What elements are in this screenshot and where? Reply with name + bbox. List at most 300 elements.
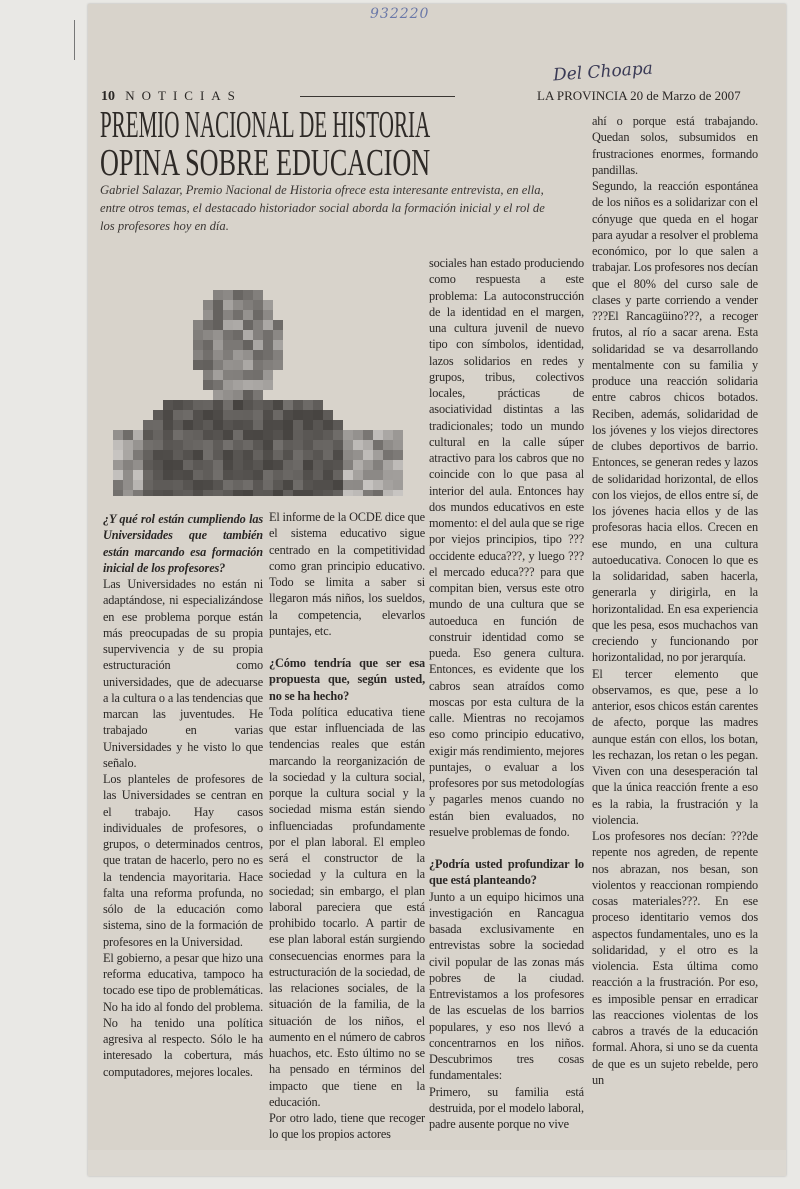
photo-pixel	[373, 490, 383, 496]
photo-pixel	[213, 450, 223, 460]
photo-pixel	[273, 440, 283, 450]
photo-pixel	[353, 490, 363, 496]
photo-pixel	[283, 420, 293, 430]
photo-pixel	[313, 470, 323, 480]
photo-pixel	[143, 490, 153, 496]
photo-pixel	[273, 460, 283, 470]
photo-pixel	[213, 300, 223, 310]
photo-pixel	[213, 460, 223, 470]
photo-pixel	[253, 410, 263, 420]
photo-pixel	[273, 340, 283, 350]
photo-pixel	[313, 450, 323, 460]
photo-pixel	[203, 420, 213, 430]
photo-pixel	[243, 330, 253, 340]
photo-pixel	[353, 460, 363, 470]
photo-pixel	[203, 460, 213, 470]
photo-pixel	[213, 390, 223, 400]
photo-pixel	[333, 480, 343, 490]
photo-pixel	[213, 470, 223, 480]
photo-pixel	[153, 440, 163, 450]
photo-pixel	[193, 400, 203, 410]
photo-pixel	[153, 480, 163, 490]
photo-pixel	[253, 460, 263, 470]
photo-pixel	[143, 420, 153, 430]
photo-pixel	[383, 470, 393, 480]
photo-pixel	[203, 320, 213, 330]
photo-pixel	[263, 460, 273, 470]
column-1	[103, 511, 263, 1080]
photo-pixel	[303, 400, 313, 410]
photo-pixel	[283, 480, 293, 490]
photo-pixel	[223, 400, 233, 410]
photo-pixel	[323, 420, 333, 430]
photo-pixel	[393, 480, 403, 490]
photo-pixel	[173, 410, 183, 420]
answer-paragraph: Primero, su familia está destruida, por el modelo laboral, padre ausente porque no vive	[429, 1084, 584, 1131]
photo-pixel	[193, 460, 203, 470]
photo-pixel	[223, 360, 233, 370]
photo-pixel	[303, 420, 313, 430]
photo-pixel	[143, 440, 153, 450]
photo-pixel	[223, 290, 233, 300]
photo-pixel	[123, 480, 133, 490]
photo-pixel	[273, 420, 283, 430]
photo-pixel	[273, 330, 283, 340]
photo-pixel	[133, 490, 143, 496]
photo-pixel	[233, 490, 243, 496]
photo-pixel	[123, 450, 133, 460]
photo-pixel	[253, 330, 263, 340]
photo-pixel	[223, 440, 233, 450]
photo-pixel	[323, 450, 333, 460]
photo-pixel	[163, 440, 173, 450]
photo-pixel	[253, 350, 263, 360]
photo-pixel	[313, 480, 323, 490]
photo-pixel	[193, 480, 203, 490]
photo-pixel	[243, 320, 253, 330]
photo-pixel	[243, 430, 253, 440]
answer-paragraph: sociales han estado produciendo como respuesta a este problema: La autoconstrucción de la identidad en el margen, una cultura juvenil de nuevo tipo con símbolos, identidad, lazos solidarios en redes y grupos, tribus, colectivos locales, prácticas de asociatividad distintas a las tradicionales; todo un mundo cultural en la calle súper atractivo para los cabros que no coincide con lo que pasa al interior del aula. Entonces hay dos mundos educativos en este momento: el del aula que se rige por viejos principios, tipo ???occidente educa???, y luego ???el mercado educa??? para que compitan bien, versus este otro mundo de una cultura que se autoeduca en función de construir identidad como se pueda. Eso genera cultura. Entonces, es evidente que los cabros sean atraídos como moscas por esta cultura de la calle. Mientras no recojamos eso como principio educativo, exigir más rendimiento, mejores puntajes, o evaluar a los profesores por sus metodologías y pagarles menos cuando no están bien evaluados, no resuelve problemas de fondo.	[429, 256, 585, 839]
photo-pixel	[303, 450, 313, 460]
headline-line-2: OPINA SOBRE EDUCACION	[100, 142, 431, 184]
photo-pixel	[163, 430, 173, 440]
photo-pixel	[153, 430, 163, 440]
photo-pixel	[203, 490, 213, 496]
photo-pixel	[263, 430, 273, 440]
photo-pixel	[253, 450, 263, 460]
photo-pixel	[303, 430, 313, 440]
photo-pixel	[213, 340, 223, 350]
photo-pixel	[213, 420, 223, 430]
photo-pixel	[113, 490, 123, 496]
photo-pixel	[243, 370, 253, 380]
photo-pixel	[343, 460, 353, 470]
photo-pixel	[383, 490, 393, 496]
photo-pixel	[193, 430, 203, 440]
photo-pixel	[183, 470, 193, 480]
photo-pixel	[263, 300, 273, 310]
photo-pixel	[253, 340, 263, 350]
photo-pixel	[303, 470, 313, 480]
catalog-number-handwritten: 932220	[370, 6, 430, 22]
photo-pixel	[313, 410, 323, 420]
photo-pixel	[193, 410, 203, 420]
interview-question: ¿Podría usted profundizar lo que está planteando?	[429, 857, 584, 888]
photo-pixel	[163, 410, 173, 420]
photo-pixel	[263, 420, 273, 430]
interview-question: ¿Y qué rol están cumpliendo las Universidades que también están marcando esa formación inicial de los profesores?	[103, 512, 263, 575]
photo-pixel	[243, 350, 253, 360]
photo-pixel	[113, 460, 123, 470]
photo-pixel	[223, 460, 233, 470]
photo-pixel	[263, 470, 273, 480]
photo-pixel	[193, 470, 203, 480]
photo-pixel	[353, 470, 363, 480]
photo-pixel	[353, 430, 363, 440]
photo-pixel	[263, 490, 273, 496]
photo-pixel	[383, 450, 393, 460]
photo-pixel	[373, 470, 383, 480]
photo-pixel	[293, 410, 303, 420]
photo-pixel	[143, 450, 153, 460]
photo-pixel	[323, 470, 333, 480]
photo-pixel	[283, 400, 293, 410]
photo-pixel	[253, 290, 263, 300]
photo-pixel	[133, 450, 143, 460]
photo-pixel	[253, 420, 263, 430]
photo-pixel	[373, 450, 383, 460]
photo-pixel	[333, 460, 343, 470]
photo-pixel	[143, 480, 153, 490]
photo-pixel	[253, 430, 263, 440]
photo-pixel	[183, 450, 193, 460]
photo-pixel	[113, 440, 123, 450]
photo-pixel	[233, 360, 243, 370]
photo-pixel	[203, 410, 213, 420]
section-name: NOTICIAS	[125, 88, 242, 103]
photo-pixel	[143, 430, 153, 440]
photo-pixel	[153, 460, 163, 470]
photo-pixel	[153, 450, 163, 460]
photo-pixel	[323, 440, 333, 450]
photo-pixel	[233, 470, 243, 480]
photo-pixel	[213, 400, 223, 410]
column-2	[269, 509, 425, 1143]
photo-pixel	[273, 360, 283, 370]
photo-pixel	[233, 460, 243, 470]
photo-pixel	[243, 380, 253, 390]
photo-pixel	[343, 450, 353, 460]
photo-pixel	[263, 450, 273, 460]
photo-pixel	[243, 310, 253, 320]
photo-pixel	[123, 440, 133, 450]
photo-pixel	[203, 370, 213, 380]
photo-pixel	[223, 480, 233, 490]
photo-pixel	[233, 410, 243, 420]
photo-pixel	[293, 420, 303, 430]
answer-paragraph: ahí o porque está trabajando. Quedan solos, subsumidos en frustraciones enormes, formando pandillas.	[592, 114, 758, 177]
photo-pixel	[183, 410, 193, 420]
photo-pixel	[203, 480, 213, 490]
photo-pixel	[303, 410, 313, 420]
photo-pixel	[233, 320, 243, 330]
photo-pixel	[223, 420, 233, 430]
photo-pixel	[393, 440, 403, 450]
photo-pixel	[283, 460, 293, 470]
photo-pixel	[183, 430, 193, 440]
photo-pixel	[293, 470, 303, 480]
photo-pixel	[213, 440, 223, 450]
photo-pixel	[203, 440, 213, 450]
source-note-handwritten: Del Choapa	[552, 58, 654, 86]
photo-pixel	[263, 480, 273, 490]
photo-pixel	[243, 390, 253, 400]
photo-pixel	[223, 450, 233, 460]
photo-pixel	[353, 440, 363, 450]
photo-pixel	[253, 470, 263, 480]
photo-pixel	[123, 460, 133, 470]
photo-pixel	[223, 490, 233, 496]
photo-pixel	[263, 440, 273, 450]
photo-pixel	[183, 420, 193, 430]
photo-pixel	[153, 420, 163, 430]
photo-pixel	[233, 340, 243, 350]
photo-pixel	[203, 340, 213, 350]
photo-pixel	[153, 410, 163, 420]
photo-pixel	[213, 410, 223, 420]
photo-pixel	[113, 450, 123, 460]
photo-pixel	[143, 470, 153, 480]
answer-paragraph: Toda política educativa tiene que estar influenciada de las tendencias reales que están marcando la reorganización de la sociedad y la cultura social, porque la cultura social y la sociedad misma están siendo influenciadas profundamente por el plan laboral. El empleo será el constructor de la sociedad y la cultura en la sociedad; sin embargo, el plan laboral pareciera que está prohibido tocarlo. A partir de ese plan laboral están surgiendo consecuencias enormes para la estructuración de la sociedad, de las relaciones sociales, de la situación de la familia, de la situación de los niños, el aumento en el número de cabros huachos, etc. Esto último no se ha pensado en términos del impacto que tiene en la educación.	[269, 704, 425, 1109]
photo-pixel	[273, 470, 283, 480]
photo-pixel	[273, 410, 283, 420]
photo-pixel	[223, 330, 233, 340]
photo-pixel	[303, 480, 313, 490]
photo-pixel	[213, 480, 223, 490]
answer-paragraph: Las Universidades no están ni adaptándose, ni especializándose en ese problema porque están más preocupadas de su propia supervivencia y de su propia estructuración como universidades, que de adecuarse a la cultura o a las tendencias que marcan las juventudes. He trabajado en varias Universidades y he visto lo que señalo.	[103, 577, 263, 770]
photo-pixel	[333, 420, 343, 430]
photo-pixel	[323, 430, 333, 440]
photo-pixel	[113, 470, 123, 480]
photo-pixel	[373, 480, 383, 490]
answer-paragraph: Los planteles de profesores de las Universidades se centran en el trabajo. Hay casos individuales de profesores, o grupos, o determinados centros, que tratan de hacerlo, pero no es la tendencia mayoritaria. Hace falta una reforma profunda, no sólo de la educación como sistema, sino de la formación de profesores en la Universidad.	[103, 772, 263, 949]
photo-pixel	[283, 450, 293, 460]
photo-pixel	[163, 450, 173, 460]
photo-pixel	[203, 350, 213, 360]
photo-pixel	[263, 410, 273, 420]
photo-pixel	[173, 480, 183, 490]
photo-pixel	[133, 470, 143, 480]
photo-pixel	[223, 470, 233, 480]
photo-pixel	[373, 460, 383, 470]
photo-pixel	[243, 360, 253, 370]
column-4	[592, 113, 758, 1088]
photo-pixel	[363, 430, 373, 440]
photo-pixel	[223, 340, 233, 350]
headline-line-1: PREMIO NACIONAL DE HISTORIA	[100, 104, 431, 146]
photo-pixel	[253, 440, 263, 450]
photo-pixel	[393, 460, 403, 470]
photo-pixel	[163, 420, 173, 430]
photo-pixel	[203, 330, 213, 340]
photo-pixel	[383, 430, 393, 440]
photo-pixel	[343, 480, 353, 490]
answer-paragraph: Los profesores nos decían: ???de repente nos agreden, de repente nos abrazan, nos besan, son violentos y reaccionan rompiendo cosas materiales???. En ese proceso identitario vemos dos aspectos fundamentales, uno es la solidaridad, y el otro es la violencia. Esta última como reacción a la frustración. Por eso, es imposible pensar en erradicar las reacciones violentas de los cabros a través de la educación formal. Ahora, si uno se da cuenta de que es un sujeto rebelde, pero un	[592, 829, 758, 1087]
photo-pixel	[183, 480, 193, 490]
photo-pixel	[373, 440, 383, 450]
photo-pixel	[193, 490, 203, 496]
photo-pixel	[273, 490, 283, 496]
photo-pixel	[243, 470, 253, 480]
photo-pixel	[383, 460, 393, 470]
photo-pixel	[233, 440, 243, 450]
photo-pixel	[253, 320, 263, 330]
photo-pixel	[263, 400, 273, 410]
photo-pixel	[133, 460, 143, 470]
photo-pixel	[243, 480, 253, 490]
photo-pixel	[243, 290, 253, 300]
photo-pixel	[243, 340, 253, 350]
article-dek: Gabriel Salazar, Premio Nacional de Historia ofrece esta interesante entrevista, en ella, entre otros temas, el destacado historiador social aborda la formación inicial y el rol de los profesores hoy en día.	[100, 183, 545, 233]
photo-pixel	[173, 440, 183, 450]
photo-pixel	[333, 450, 343, 460]
photo-pixel	[263, 310, 273, 320]
photo-pixel	[333, 440, 343, 450]
photo-pixel	[223, 430, 233, 440]
photo-pixel	[213, 490, 223, 496]
photo-pixel	[193, 350, 203, 360]
photo-pixel	[123, 430, 133, 440]
photo-pixel	[173, 400, 183, 410]
photo-pixel	[303, 460, 313, 470]
photo-pixel	[113, 480, 123, 490]
photo-pixel	[263, 350, 273, 360]
photo-pixel	[153, 470, 163, 480]
photo-pixel	[253, 400, 263, 410]
photo-pixel	[223, 350, 233, 360]
photo-pixel	[293, 440, 303, 450]
photo-pixel	[223, 380, 233, 390]
photo-pixel	[213, 360, 223, 370]
photo-pixel	[243, 300, 253, 310]
photo-pixel	[113, 430, 123, 440]
photo-pixel	[273, 320, 283, 330]
photo-pixel	[283, 440, 293, 450]
photo-pixel	[123, 470, 133, 480]
photo-pixel	[263, 320, 273, 330]
photo-pixel	[343, 490, 353, 496]
photo-pixel	[313, 420, 323, 430]
photo-pixel	[253, 370, 263, 380]
portrait-photo	[103, 250, 408, 496]
photo-pixel	[233, 450, 243, 460]
photo-pixel	[263, 340, 273, 350]
photo-pixel	[233, 480, 243, 490]
photo-pixel	[363, 480, 373, 490]
photo-pixel	[273, 450, 283, 460]
photo-pixel	[173, 490, 183, 496]
photo-pixel	[203, 300, 213, 310]
photo-pixel	[373, 430, 383, 440]
photo-pixel	[313, 440, 323, 450]
photo-pixel	[223, 300, 233, 310]
photo-pixel	[193, 320, 203, 330]
photo-pixel	[283, 490, 293, 496]
photo-pixel	[313, 460, 323, 470]
photo-pixel	[233, 420, 243, 430]
answer-paragraph: Junto a un equipo hicimos una investigación en Rancagua basada exclusivamente en entrevistas sobre la sociedad civil popular de las zonas más pobres de la ciudad. Entrevistamos a los profesores de las escuelas de los barrios populares, y eso nos llevó a concentrarnos en los niños. Descubrimos tres cosas fundamentales:	[429, 889, 584, 1083]
photo-pixel	[173, 470, 183, 480]
photo-pixel	[293, 450, 303, 460]
photo-pixel	[193, 340, 203, 350]
photo-pixel	[363, 490, 373, 496]
photo-pixel	[383, 440, 393, 450]
photo-pixel	[333, 490, 343, 496]
headline	[100, 106, 430, 182]
photo-pixel	[253, 310, 263, 320]
photo-pixel	[293, 490, 303, 496]
photo-pixel	[313, 430, 323, 440]
photo-pixel	[263, 370, 273, 380]
photo-pixel	[143, 460, 153, 470]
photo-pixel	[353, 450, 363, 460]
photo-pixel	[353, 480, 363, 490]
photo-pixel	[243, 400, 253, 410]
photo-pixel	[363, 450, 373, 460]
photo-pixel	[233, 380, 243, 390]
photo-pixel	[233, 370, 243, 380]
column-3	[429, 255, 584, 1132]
photo-pixel	[233, 390, 243, 400]
photo-pixel	[233, 430, 243, 440]
photo-pixel	[213, 290, 223, 300]
photo-pixel	[193, 330, 203, 340]
photo-pixel	[173, 430, 183, 440]
photo-pixel	[203, 470, 213, 480]
photo-pixel	[293, 480, 303, 490]
photo-pixel	[313, 400, 323, 410]
photo-pixel	[363, 460, 373, 470]
photo-pixel	[173, 420, 183, 430]
photo-pixel	[163, 480, 173, 490]
photo-pixel	[233, 290, 243, 300]
answer-paragraph: Por otro lado, tiene que recoger lo que los propios actores	[269, 1111, 425, 1142]
photo-pixel	[173, 460, 183, 470]
photo-pixel	[243, 450, 253, 460]
photo-pixel	[293, 430, 303, 440]
photo-pixel	[303, 490, 313, 496]
photo-pixel	[153, 490, 163, 496]
photo-pixel	[293, 400, 303, 410]
photo-pixel	[193, 440, 203, 450]
photo-pixel	[393, 450, 403, 460]
photo-pixel	[203, 450, 213, 460]
photo-pixel	[323, 460, 333, 470]
photo-pixel	[183, 490, 193, 496]
photo-pixel	[233, 400, 243, 410]
photo-pixel	[213, 380, 223, 390]
photo-pixel	[263, 330, 273, 340]
photo-pixel	[253, 390, 263, 400]
publication-date: LA PROVINCIA 20 de Marzo de 2007	[537, 88, 741, 103]
photo-pixel	[163, 400, 173, 410]
photo-pixel	[163, 490, 173, 496]
answer-paragraph: El tercer elemento que observamos, es que, pese a lo anterior, esos chicos están carentes de afecto, porque las madres aunque están con ellos, los botan, les rechazan, los retan o les pegan. Viven con una desesperación tal que la única reacción frente a eso es la rabia, la frustración y la violencia.	[592, 666, 758, 827]
photo-pixel	[263, 360, 273, 370]
photo-pixel	[273, 430, 283, 440]
photo-pixel	[303, 440, 313, 450]
photo-pixel	[343, 440, 353, 450]
